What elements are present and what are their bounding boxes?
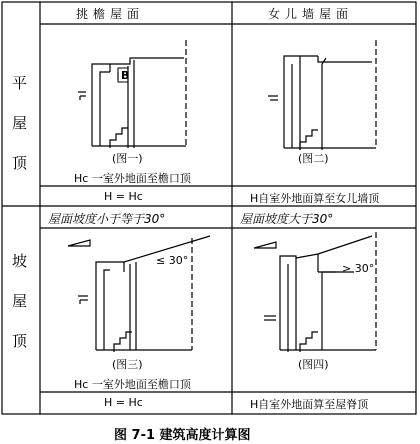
fig4-building bbox=[254, 232, 376, 352]
fig4-label: (图四) bbox=[298, 358, 329, 371]
slope-cond-gt30: 屋面坡度大于30° bbox=[240, 212, 334, 226]
fig1-label: (图一) bbox=[112, 152, 143, 165]
side-slope-2: 屋 bbox=[12, 292, 28, 310]
fig4-desc: H自室外地面算至屋脊顶 bbox=[250, 398, 369, 411]
fig1-desc: Hc 一室外地面至檐口顶 bbox=[74, 172, 191, 185]
side-slope-3: 顶 bbox=[12, 332, 28, 350]
fig2-building bbox=[268, 40, 376, 150]
fig2-desc: H自室外地面算至女儿墙顶 bbox=[250, 192, 380, 205]
header-parapet-roof: 女儿墙屋面 bbox=[268, 7, 354, 21]
table-border bbox=[2, 2, 416, 414]
fig2-label: (图二) bbox=[298, 152, 329, 165]
fig3-building bbox=[68, 236, 210, 352]
angle-le30: ≤ 30° bbox=[156, 254, 189, 267]
slope-cond-le30: 屋面坡度小于等于30° bbox=[48, 212, 166, 226]
fig3-formula: H = Hc bbox=[104, 396, 143, 409]
side-slope-1: 坡 bbox=[12, 252, 28, 270]
fig3-label: (图三) bbox=[112, 358, 143, 371]
side-flat-2: 屋 bbox=[12, 114, 28, 132]
fig1-building bbox=[78, 40, 186, 148]
fig1-b-label: B bbox=[121, 69, 130, 82]
fig3-desc: Hc 一室外地面至檐口顶 bbox=[74, 378, 191, 391]
figure-caption: 图 7-1 建筑高度计算图 bbox=[114, 428, 251, 443]
side-flat-3: 顶 bbox=[12, 154, 28, 172]
side-flat-1: 平 bbox=[12, 74, 28, 92]
fig1-formula: H = Hc bbox=[104, 190, 143, 203]
angle-gt30: > 30° bbox=[342, 262, 375, 275]
header-eave-roof: 挑檐屋面 bbox=[76, 7, 145, 21]
